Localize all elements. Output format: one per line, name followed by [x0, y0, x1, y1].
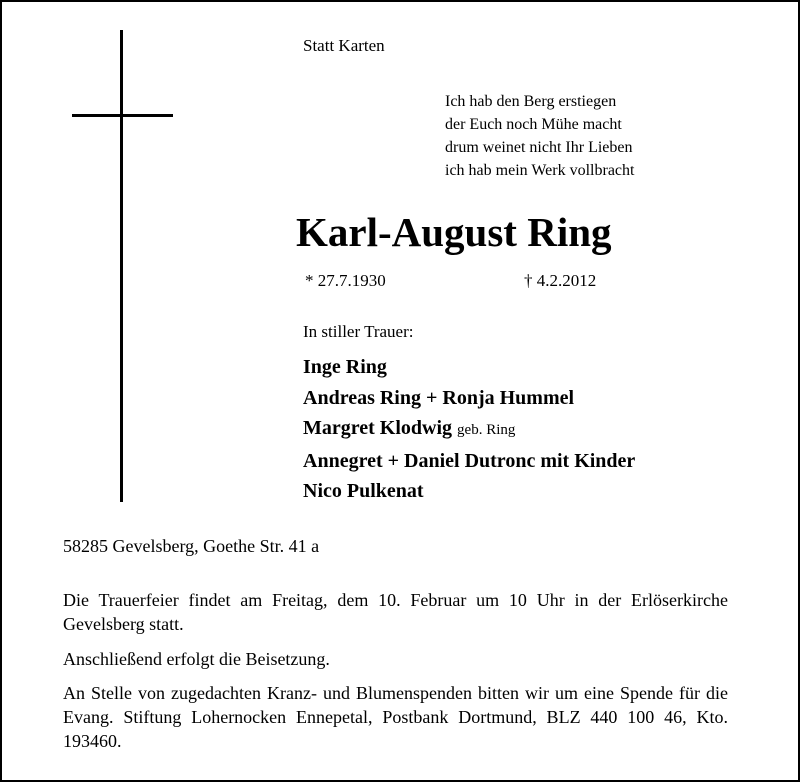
mourner-name: Inge Ring: [303, 356, 387, 378]
address: 58285 Gevelsberg, Goethe Str. 41 a: [63, 536, 320, 556]
burial-info-paragraph: Anschließend erfolgt die Beisetzung.: [63, 649, 330, 669]
cross-vertical-bar: [120, 30, 123, 502]
mourner-item: [303, 383, 635, 414]
mourner-item: [303, 446, 635, 477]
mourner-name: Annegret + Daniel Dutronc mit Kinder: [303, 449, 636, 472]
poem: [445, 90, 634, 182]
header-statt-karten: Statt Karten: [303, 36, 385, 55]
mourning-label: In stiller Trauer:: [303, 322, 414, 341]
donation-info-paragraph: An Stelle von zugedachten Kranz- und Blumenspenden bitten wir um eine Spende für die Evang. Stiftung Lohernocken Ennepetal, Postbank Dortmund, BLZ 440 100 46, Kto. 193460.: [63, 683, 728, 751]
mourner-item: [303, 413, 635, 446]
poem-line: Ich hab den Berg erstiegen: [445, 93, 617, 110]
mourner-name: Margret Klodwig: [303, 417, 453, 439]
mourner-item: [303, 352, 635, 383]
death-date: † 4.2.2012: [524, 271, 597, 290]
funeral-info-paragraph: Die Trauerfeier findet am Freitag, dem 10. Februar um 10 Uhr in der Erlöserkirche Gevelsberg statt.: [63, 590, 728, 634]
poem-line: der Euch noch Mühe macht: [445, 116, 622, 133]
mourners-list: [303, 352, 635, 507]
mourner-item: [303, 476, 635, 507]
cross-horizontal-bar: [72, 114, 173, 117]
mourner-maiden-name: geb. Ring: [457, 422, 516, 438]
birth-date: * 27.7.1930: [305, 271, 386, 290]
mourner-name: Nico Pulkenat: [303, 480, 424, 502]
poem-line: drum weinet nicht Ihr Lieben: [445, 139, 633, 156]
deceased-name: Karl-August Ring: [296, 209, 612, 255]
mourner-name: Andreas Ring + Ronja Hummel: [303, 386, 575, 409]
poem-line: ich hab mein Werk vollbracht: [445, 162, 635, 179]
